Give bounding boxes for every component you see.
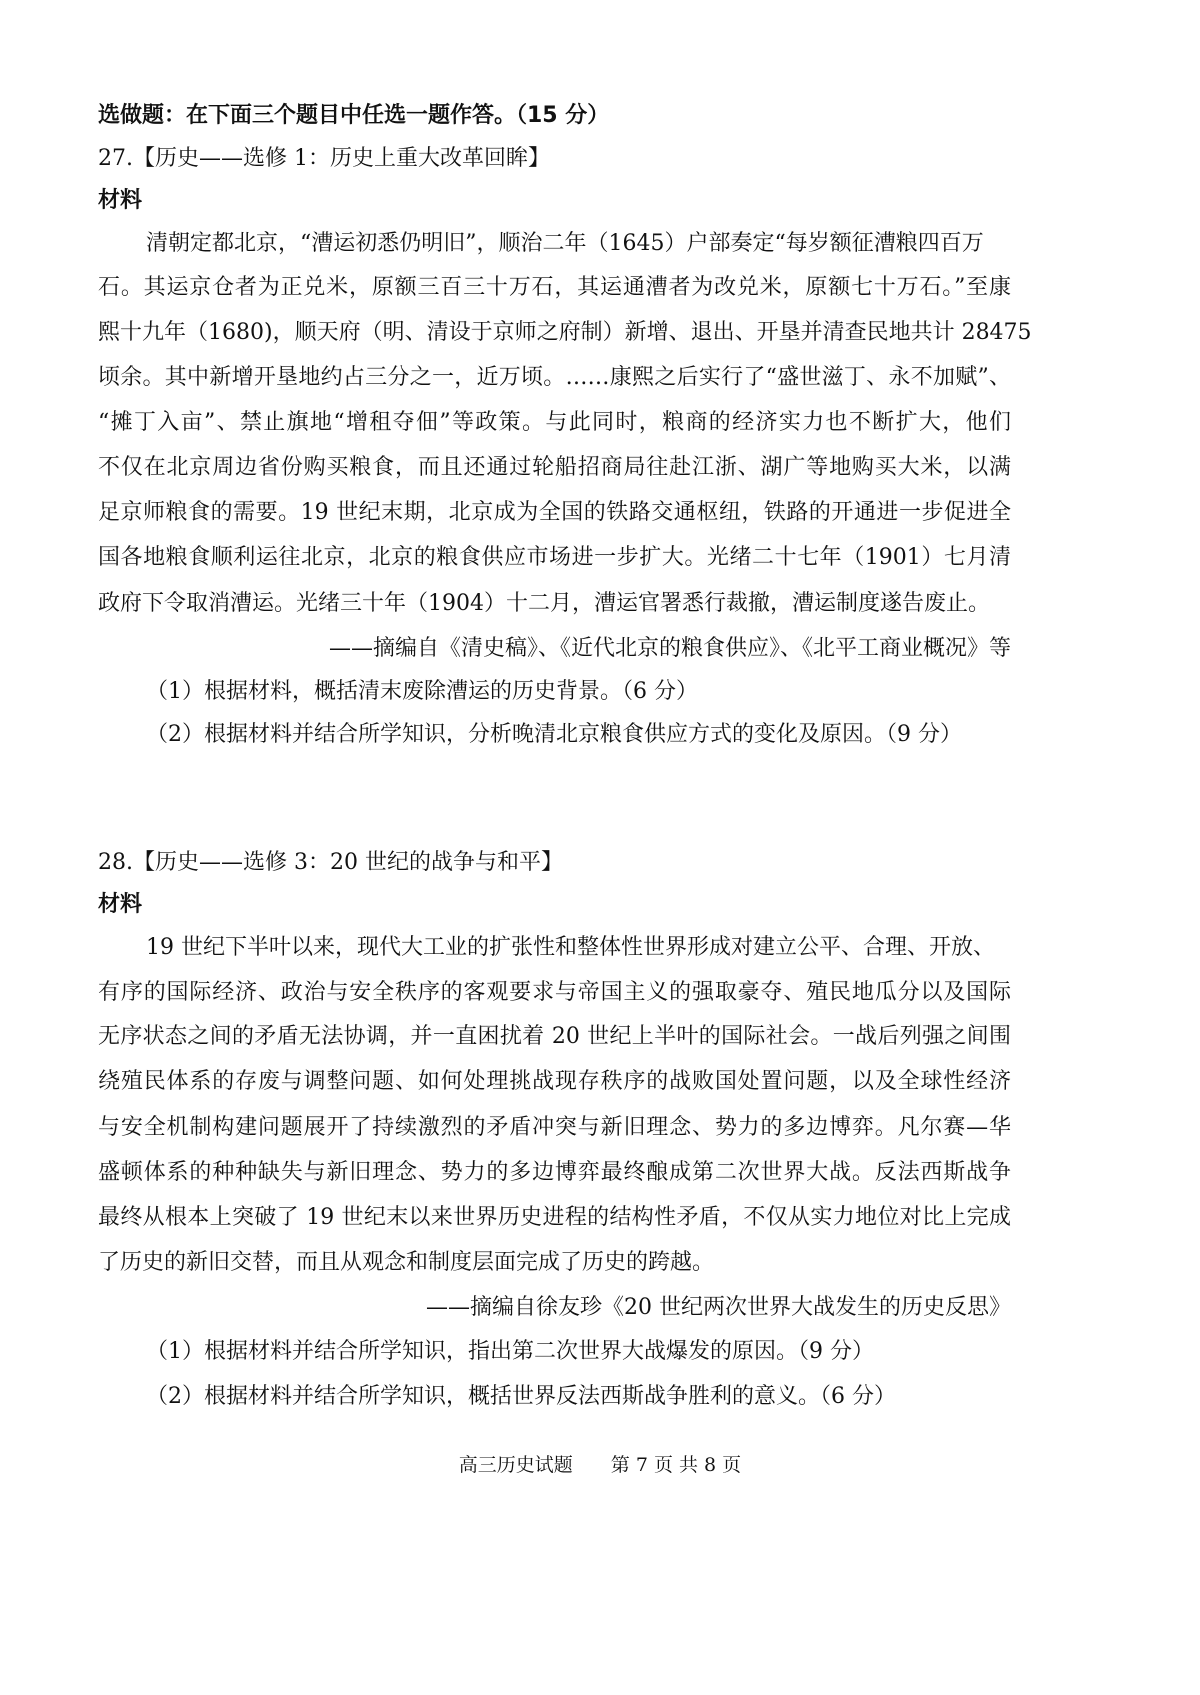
q28-paragraph-line: 了历史的新旧交替，而且从观念和制度层面完成了历史的跨越。 (98, 1250, 715, 1275)
q28-paragraph-line: 绕殖民体系的存废与调整问题、如何处理挑战现存秩序的战败国处置问题，以及全球性经济 (98, 1069, 1011, 1094)
q28-paragraph-line: 盛顿体系的种种缺失与新旧理念、势力的多边博弈最终酿成第二次世界大战。反法西斯战争 (98, 1160, 1011, 1185)
q27-paragraph-line: 石。其运京仓者为正兑米，原额三百三十万石，其运通漕者为改兑米，原额七十万石。”至康 (98, 275, 1011, 300)
q28-question-2: （2）根据材料并结合所学知识，概括世界反法西斯战争胜利的意义。（6 分） (146, 1384, 896, 1409)
q27-paragraph-line: 清朝定都北京，“漕运初悉仍明旧”，顺治二年（1645）户部奏定“每岁额征漕粮四百万 (146, 231, 984, 256)
q28-paragraph-line: 最终从根本上突破了 19 世纪末以来世界历史进程的结构性矛盾，不仅从实力地位对比上完成 (98, 1205, 1011, 1230)
q28-paragraph-line: 与安全机制构建问题展开了持续激烈的矛盾冲突与新旧理念、势力的多边博弈。凡尔赛—华 (98, 1115, 1011, 1140)
q27-question-1: （1）根据材料，概括清末废除漕运的历史背景。（6 分） (146, 679, 698, 704)
q28-paragraph-line: 无序状态之间的矛盾无法协调，并一直困扰着 20 世纪上半叶的国际社会。一战后列强之间围 (98, 1024, 1011, 1049)
q28-paragraph-line: 19 世纪下半叶以来，现代大工业的扩张性和整体性世界形成对建立公平、合理、开放、 (146, 935, 995, 960)
q27-question-2: （2）根据材料并结合所学知识，分析晚清北京粮食供应方式的变化及原因。（9 分） (146, 722, 962, 747)
q27-paragraph-line: 政府下令取消漕运。光绪三十年（1904）十二月，漕运官署悉行裁撤，漕运制度遂告废止。 (98, 591, 990, 616)
q27-paragraph-line: 国各地粮食顺利运往北京，北京的粮食供应市场进一步扩大。光绪二十七年（1901）七月清 (98, 545, 1011, 570)
q28-question-1: （1）根据材料并结合所学知识，指出第二次世界大战爆发的原因。（9 分） (146, 1339, 874, 1364)
instruction-text: 选做题：在下面三个题目中任选一题作答。（15 分） (98, 103, 610, 128)
q27-paragraph-line: 足京师粮食的需要。19 世纪末期，北京成为全国的铁路交通枢纽，铁路的开通进一步促进全 (98, 500, 1011, 525)
q28-paragraph-line: 有序的国际经济、政治与安全秩序的客观要求与帝国主义的强取豪夺、殖民地瓜分以及国际 (98, 980, 1011, 1005)
q28-material-label: 材料 (98, 892, 143, 917)
page-footer: 高三历史试题 第 7 页 共 8 页 (458, 1454, 742, 1476)
q28-heading: 28.【历史——选修 3：20 世纪的战争与和平】 (98, 850, 563, 875)
q27-paragraph-line: 熙十九年（1680)，顺天府（明、清设于京师之府制）新增、退出、开垦并清查民地共计 28475 (98, 320, 1032, 345)
q27-paragraph-line: 不仅在北京周边省份购买粮食，而且还通过轮船招商局往赴江浙、湖广等地购买大米，以满 (98, 455, 1011, 480)
q28-source: ——摘编自徐友珍《20 世纪两次世界大战发生的历史反思》 (426, 1295, 1011, 1320)
q27-paragraph-line: “摊丁入亩”、禁止旗地“增租夺佃”等政策。与此同时，粮商的经济实力也不断扩大，他们 (98, 410, 1011, 435)
q27-material-label: 材料 (98, 188, 143, 213)
q27-heading: 27.【历史——选修 1：历史上重大改革回眸】 (98, 146, 550, 171)
q27-source: ——摘编自《清史稿》、《近代北京的粮食供应》、《北平工商业概况》等 (328, 636, 1011, 661)
q27-paragraph-line: 顷余。其中新增开垦地约占三分之一，近万顷。……康熙之后实行了“盛世滋丁、永不加赋”、 (98, 365, 1011, 390)
